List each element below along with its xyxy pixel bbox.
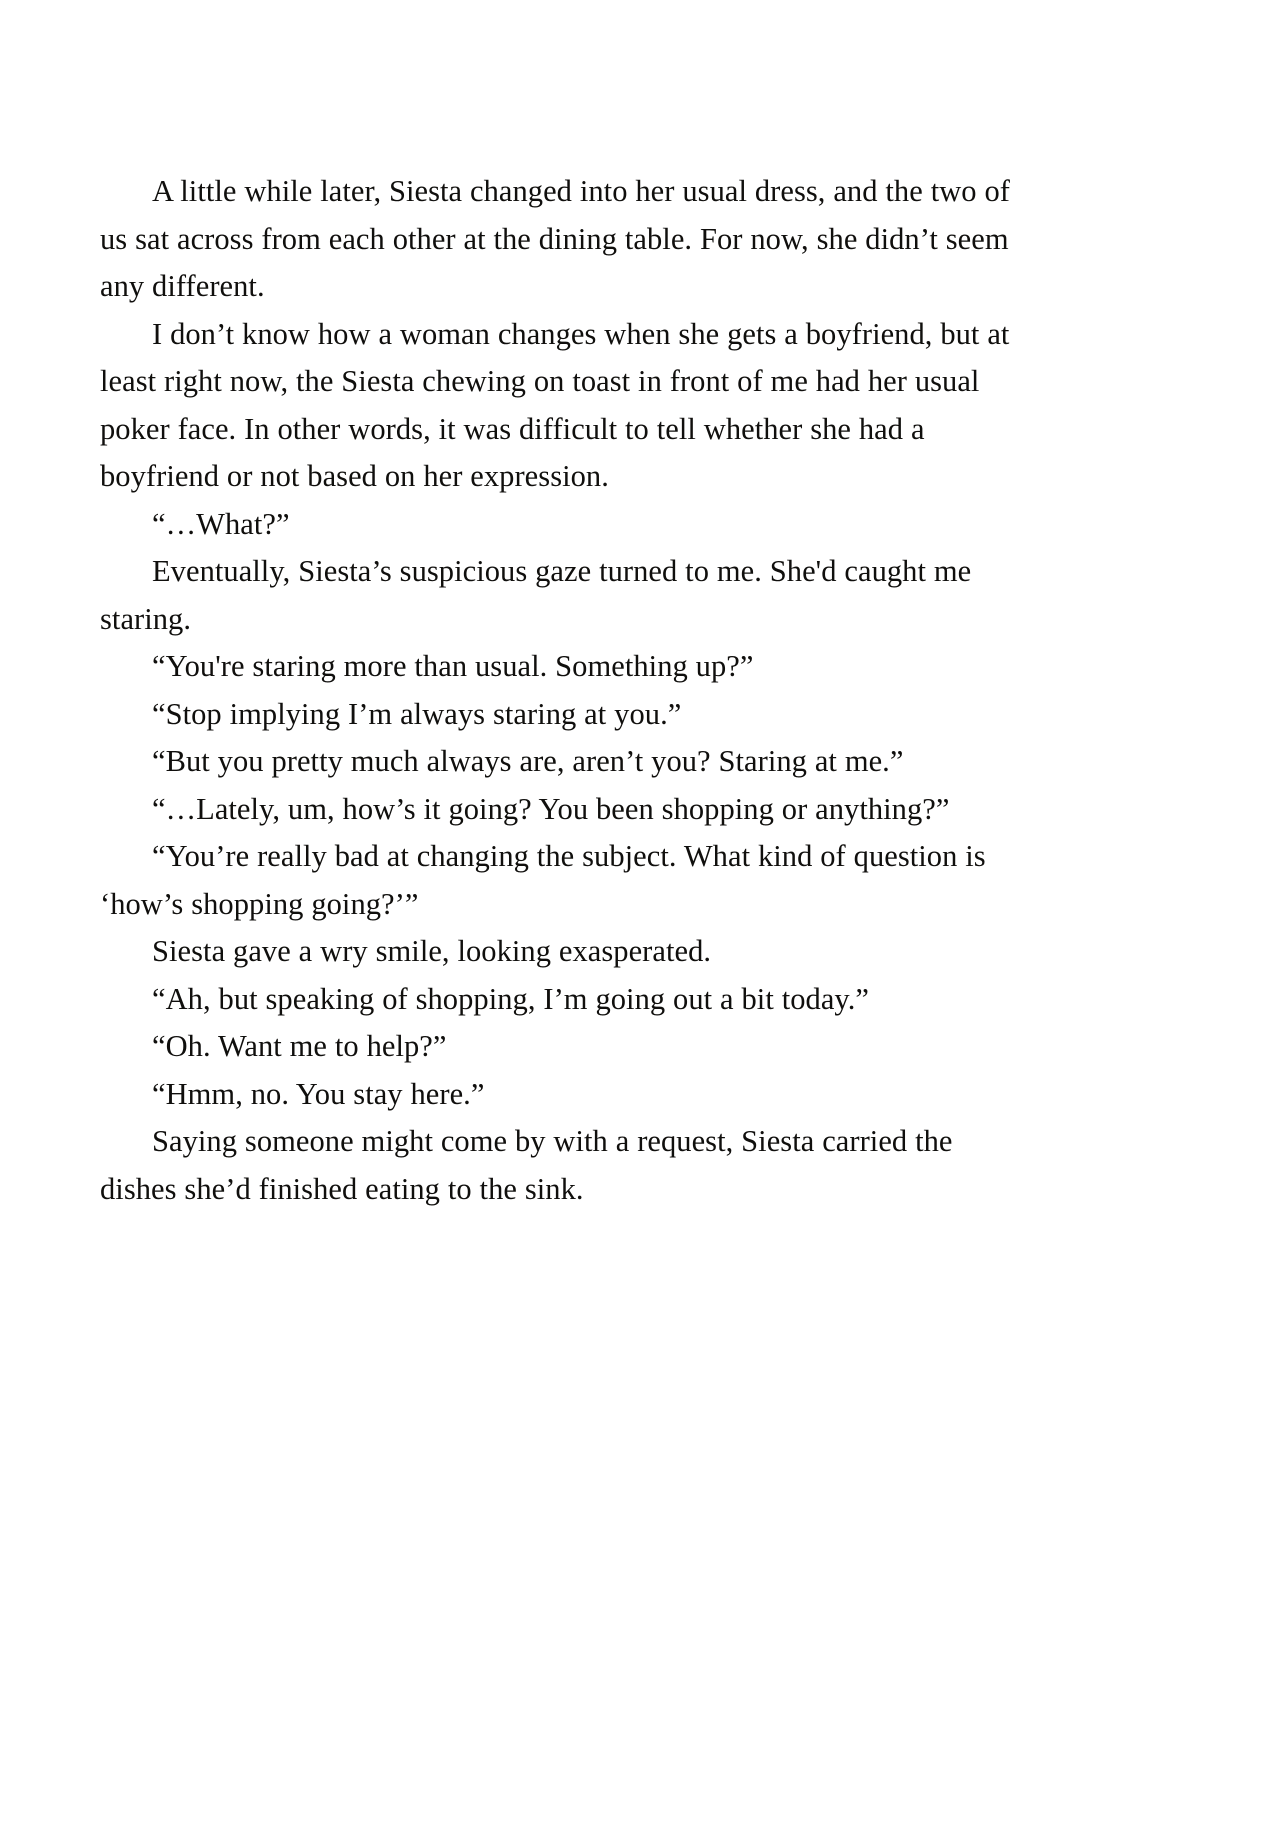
- paragraph: Eventually, Siesta’s suspicious gaze turned to me. She'd caught me staring.: [100, 554, 972, 636]
- body-text-block: [100, 168, 1012, 1213]
- dialogue-line: “You’re really bad at changing the subject. What kind of question is ‘how’s shopping going?’”: [100, 839, 986, 921]
- paragraph: A little while later, Siesta changed into her usual dress, and the two of us sat across from each other at the dining table. For now, she didn’t seem any different.: [100, 174, 1010, 303]
- dialogue-line: “But you pretty much always are, aren’t you? Staring at me.”: [152, 744, 904, 778]
- paragraph: Siesta gave a wry smile, looking exasperated.: [152, 934, 712, 968]
- dialogue-line: “…Lately, um, how’s it going? You been shopping or anything?”: [152, 791, 950, 826]
- dialogue-line: “Stop implying I’m always staring at you.”: [152, 696, 682, 731]
- dialogue-line: “Ah, but speaking of shopping, I’m going out a bit today.”: [152, 981, 870, 1016]
- paragraph: Saying someone might come by with a request, Siesta carried the dishes she’d finished eating to the sink.: [100, 1124, 953, 1206]
- dialogue-line: “Hmm, no. You stay here.”: [152, 1076, 485, 1111]
- dialogue-line: “…What?”: [152, 506, 290, 541]
- paragraph: I don’t know how a woman changes when she gets a boyfriend, but at least right now, the Siesta chewing on toast in front of me had her usual poker face. In other words, it was difficult to tell whether she had a boyfriend or not based on her expression.: [100, 316, 1010, 493]
- dialogue-line: “You're staring more than usual. Something up?”: [152, 649, 754, 683]
- dialogue-line: “Oh. Want me to help?”: [152, 1029, 447, 1063]
